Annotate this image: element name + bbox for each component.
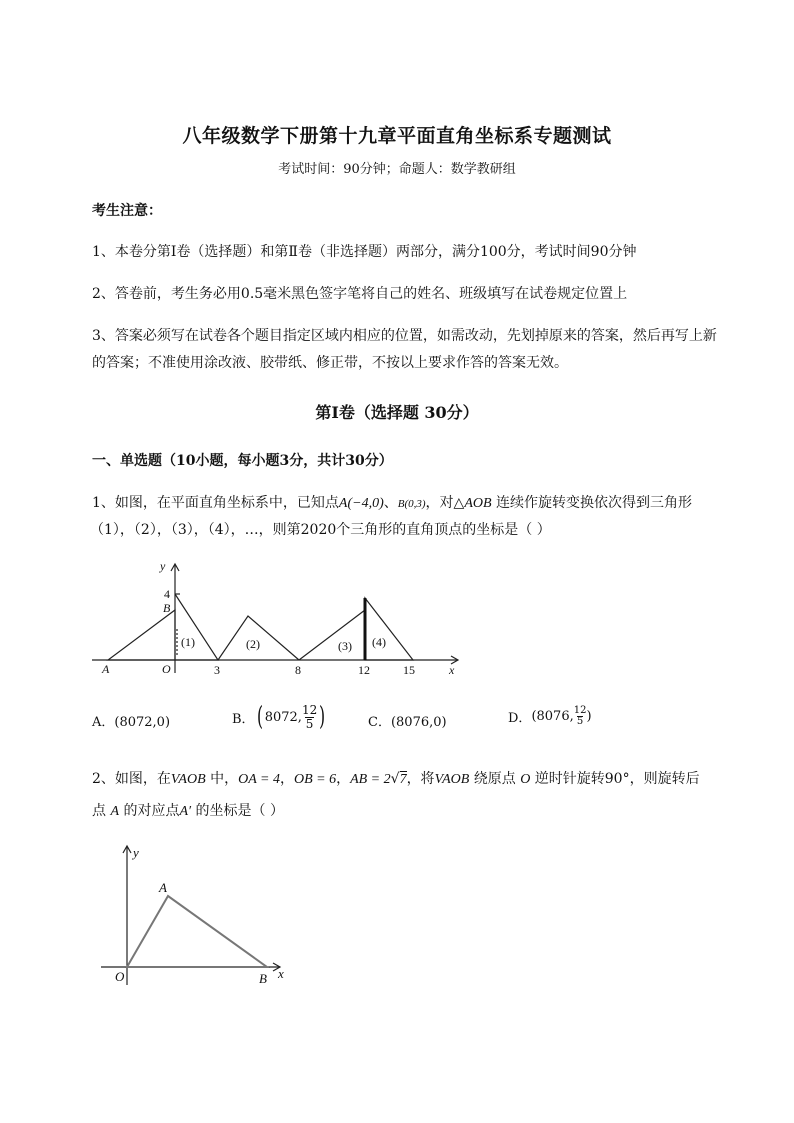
exam-info: 考试时间：90分钟；命题人：数学教研组 (278, 162, 516, 177)
x-tick-12: 12 (358, 663, 370, 677)
part-heading: 一、单选题（10小题，每小题3分，共计30分） (92, 453, 393, 469)
question-1-line-2: （1），（2），（3），（4），…，则第2020个三角形的直角顶点的坐标是（ ） (90, 522, 551, 538)
label-b: B (259, 971, 267, 986)
label-a: A (102, 662, 110, 676)
x-axis-label: x (278, 966, 284, 981)
section-title: 第I卷（选择题 30分） (315, 403, 479, 422)
option-b[interactable]: B． ( 8072, 12 5 ) (232, 702, 326, 732)
label-o: O (162, 662, 171, 676)
option-d-fraction: 12 5 (573, 705, 587, 727)
point-b: B(0,3) (397, 498, 426, 510)
page-title: 八年级数学下册第十九章平面直角坐标系专题测试 (182, 125, 612, 147)
radicand: 7 (399, 772, 407, 787)
x-tick-15: 15 (403, 663, 415, 677)
option-b-fraction: 12 5 (301, 702, 318, 731)
question-2-figure (95, 840, 295, 990)
notice-1: 1、本卷分第I卷（选择题）和第Ⅱ卷（非选择题）两部分，满分100分，考试时间90分钟 (92, 244, 637, 260)
tri-label-1: (1) (181, 635, 195, 649)
point-a: A(−4,0) (338, 496, 384, 511)
label-a: A (159, 880, 167, 895)
triangle-aob (127, 896, 267, 967)
question-2-line-1: 2、如图，在VAOB 中，OA = 4，OB = 6，AB = 2√7，将VAOB 绕原点 O 逆时针旋转90°，则旋转后 (92, 771, 700, 787)
tri-label-3: (3) (338, 639, 352, 653)
option-d[interactable]: D． (8076, 12 5 ) (508, 705, 592, 727)
y-axis-label: y (160, 559, 166, 573)
x-tick-3: 3 (214, 663, 220, 677)
triangle-aob (108, 610, 175, 660)
y-axis-label: y (133, 845, 139, 860)
option-a[interactable]: A．(8072,0) (92, 715, 171, 730)
triangle-3 (299, 610, 365, 660)
tri-label-4: (4) (372, 635, 386, 649)
triangle-1 (175, 594, 218, 660)
question-1-line-1: 1、如图，在平面直角坐标系中，已知点A(−4,0)、B(0,3)，对△AOB 连续作旋转变换依次得到三角形 (92, 495, 692, 511)
question-1-figure (90, 558, 470, 678)
option-c[interactable]: C．(8076,0) (368, 715, 447, 730)
label-b: B (163, 601, 171, 615)
label-o: O (115, 969, 125, 984)
notice-3: 3、答案必须写在试卷各个题目指定区域内相应的位置，如需改动，先划掉原来的答案，然后再写上新 (92, 328, 717, 344)
notice-heading: 考生注意： (92, 203, 162, 219)
question-2-line-2: 点 A 的对应点A′ 的坐标是（ ） (92, 803, 284, 819)
triangle-4 (365, 598, 413, 660)
notice-3-cont: 的答案；不准使用涂改液、胶带纸、修正带，不按以上要求作答的答案无效。 (92, 355, 568, 371)
tri-label-2: (2) (246, 637, 260, 651)
x-tick-8: 8 (295, 663, 301, 677)
notice-2: 2、答卷前，考生务必用0.5毫米黑色签字笔将自己的姓名、班级填写在试卷规定位置上 (92, 286, 628, 302)
x-axis-label: x (449, 663, 455, 677)
tick-label-4: 4 (164, 587, 170, 601)
